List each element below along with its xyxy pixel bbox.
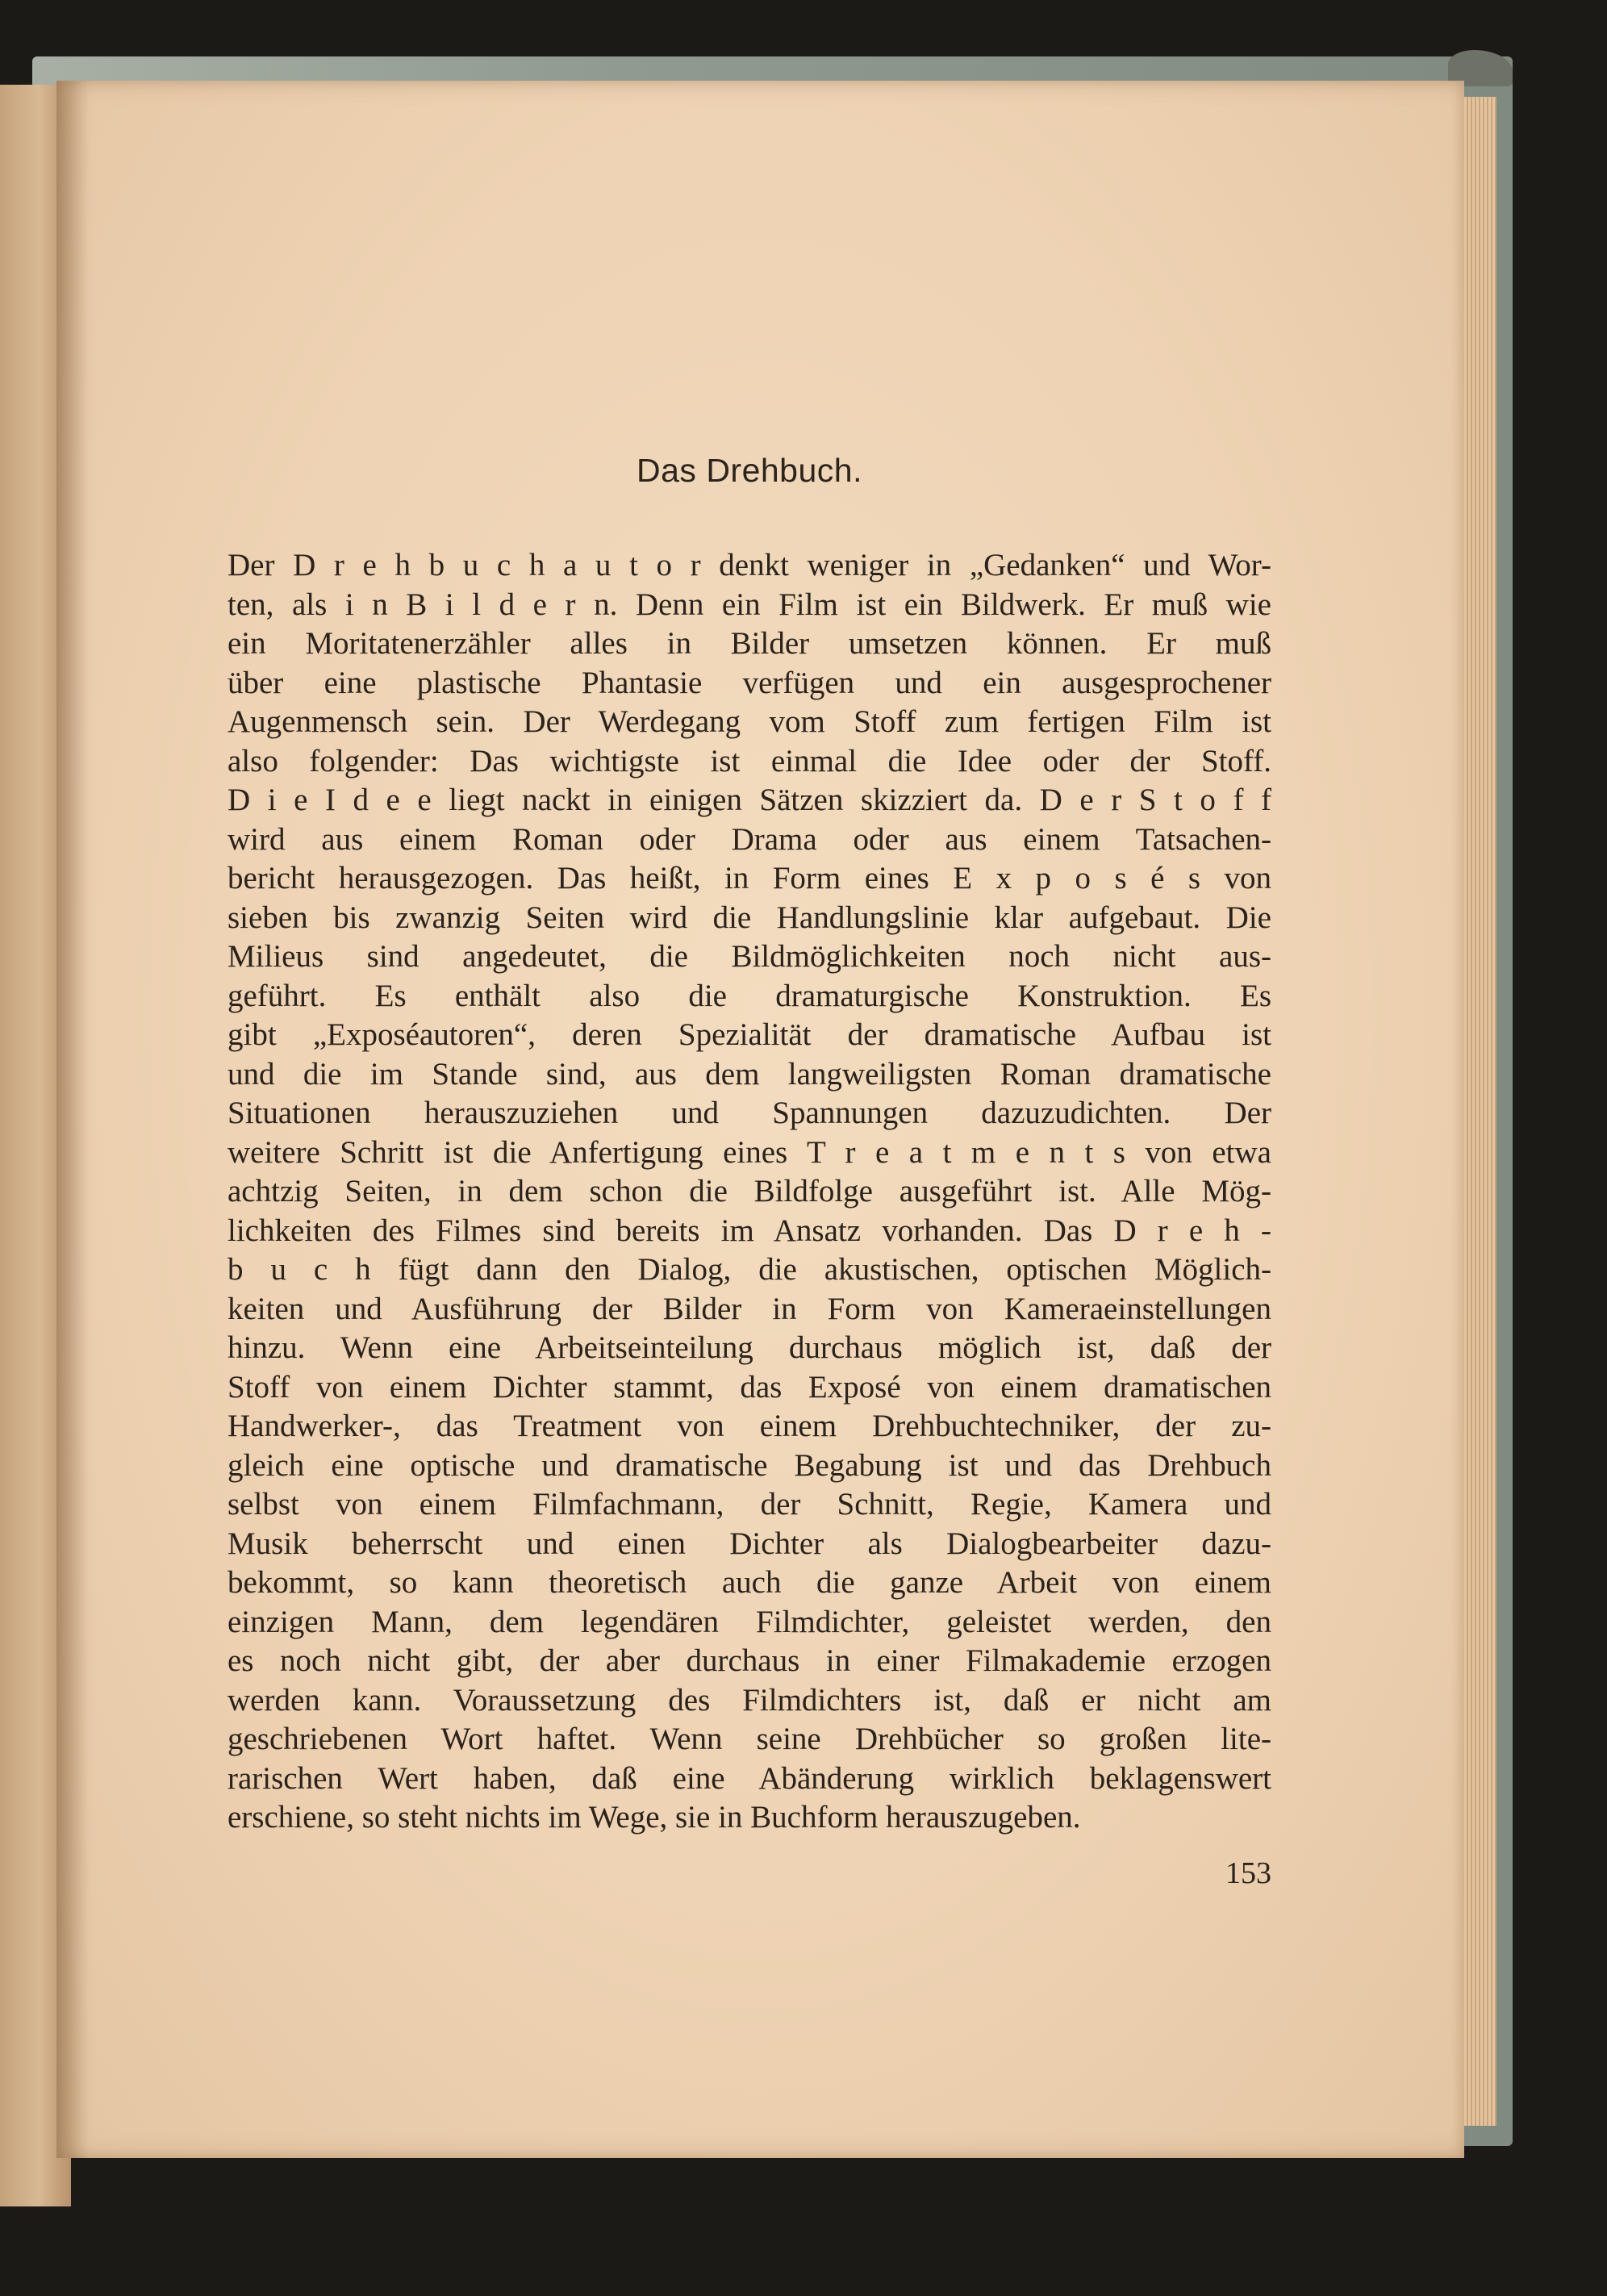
text-line: gibt „Exposéautoren“, deren Spezialität der dramatische Aufbau ist — [227, 1017, 1271, 1052]
text-line: bekommt, so kann theoretisch auch die ganze Arbeit von einem — [227, 1565, 1271, 1600]
text-line: selbst von einem Filmfachmann, der Schnitt, Regie, Kamera und — [227, 1487, 1271, 1522]
gutter-shadow — [56, 81, 89, 2158]
text-line: über eine plastische Phantasie verfügen und ein ausgesprochener — [227, 665, 1271, 700]
text-line: keiten und Ausführung der Bilder in Form von Kameraeinstellungen — [227, 1291, 1271, 1326]
text-line: Musik beherrscht und einen Dichter als Dialogbearbeiter dazu- — [227, 1526, 1271, 1561]
text-line: Der D r e h b u c h a u t o r denkt weniger in „Gedanken“ und Wor- — [227, 548, 1271, 582]
text-line: es noch nicht gibt, der aber durchaus in einer Filmakademie erzogen — [227, 1643, 1271, 1678]
text-line: D i e I d e e liegt nackt in einigen Sätzen skizziert da. D e r S t o f f — [227, 783, 1271, 817]
text-line: b u c h fügt dann den Dialog, die akustischen, optischen Möglich- — [227, 1252, 1271, 1287]
text-line: Handwerker-, das Treatment von einem Drehbuchtechniker, der zu- — [227, 1409, 1271, 1443]
page-number: 153 — [1225, 1856, 1271, 1890]
text-line: ten, als i n B i l d e r n. Denn ein Film ist ein Bildwerk. Er muß wie — [227, 587, 1271, 622]
text-line: einzigen Mann, dem legendären Filmdichter, geleistet werden, den — [227, 1604, 1271, 1639]
text-line: ein Moritatenerzähler alles in Bilder umsetzen können. Er muß — [227, 626, 1271, 661]
text-line: bericht herausgezogen. Das heißt, in Form eines E x p o s é s von — [227, 861, 1271, 895]
text-line: sieben bis zwanzig Seiten wird die Handlungslinie klar aufgebaut. Die — [227, 900, 1271, 935]
text-line: erschiene, so steht nichts im Wege, sie in Buchform herauszugeben. — [227, 1800, 1081, 1835]
body-paragraph — [227, 546, 1271, 1838]
text-line: rarischen Wert haben, daß eine Abänderung wirklich beklagenswert — [227, 1760, 1271, 1796]
text-line: Milieus sind angedeutet, die Bildmöglichkeiten noch nicht aus- — [227, 939, 1271, 974]
text-line: wird aus einem Roman oder Drama oder aus einem Tatsachen- — [227, 821, 1271, 857]
chapter-heading: Das Drehbuch. — [637, 452, 862, 489]
text-line: achtzig Seiten, in dem schon die Bildfolge ausgeführt ist. Alle Mög- — [227, 1174, 1271, 1209]
text-line: gleich eine optische und dramatische Begabung ist und das Drehbuch — [227, 1447, 1271, 1483]
text-line: und die im Stande sind, aus dem langweiligsten Roman dramatische — [227, 1056, 1271, 1092]
text-line: werden kann. Voraussetzung des Filmdichters ist, daß er nicht am — [227, 1682, 1271, 1718]
text-line: also folgender: Das wichtigste ist einmal die Idee oder der Stoff. — [227, 743, 1271, 779]
text-line: Situationen herauszuziehen und Spannungen dazuzudichten. Der — [227, 1096, 1271, 1130]
text-line: Stoff von einem Dichter stammt, das Exposé von einem dramatischen — [227, 1369, 1271, 1405]
text-line: Augenmensch sein. Der Werdegang vom Stoff zum fertigen Film ist — [227, 704, 1271, 739]
text-line: geschriebenen Wort haftet. Wenn seine Drehbücher so großen lite- — [227, 1722, 1271, 1756]
text-line: geführt. Es enthält also die dramaturgische Konstruktion. Es — [227, 978, 1271, 1013]
text-line: lichkeiten des Filmes sind bereits im Ansatz vorhanden. Das D r e h - — [227, 1213, 1271, 1248]
text-line: hinzu. Wenn eine Arbeitseinteilung durchaus möglich ist, daß der — [227, 1330, 1271, 1365]
text-line: weitere Schritt ist die Anfertigung eines T r e a t m e n t s von etwa — [227, 1134, 1271, 1170]
